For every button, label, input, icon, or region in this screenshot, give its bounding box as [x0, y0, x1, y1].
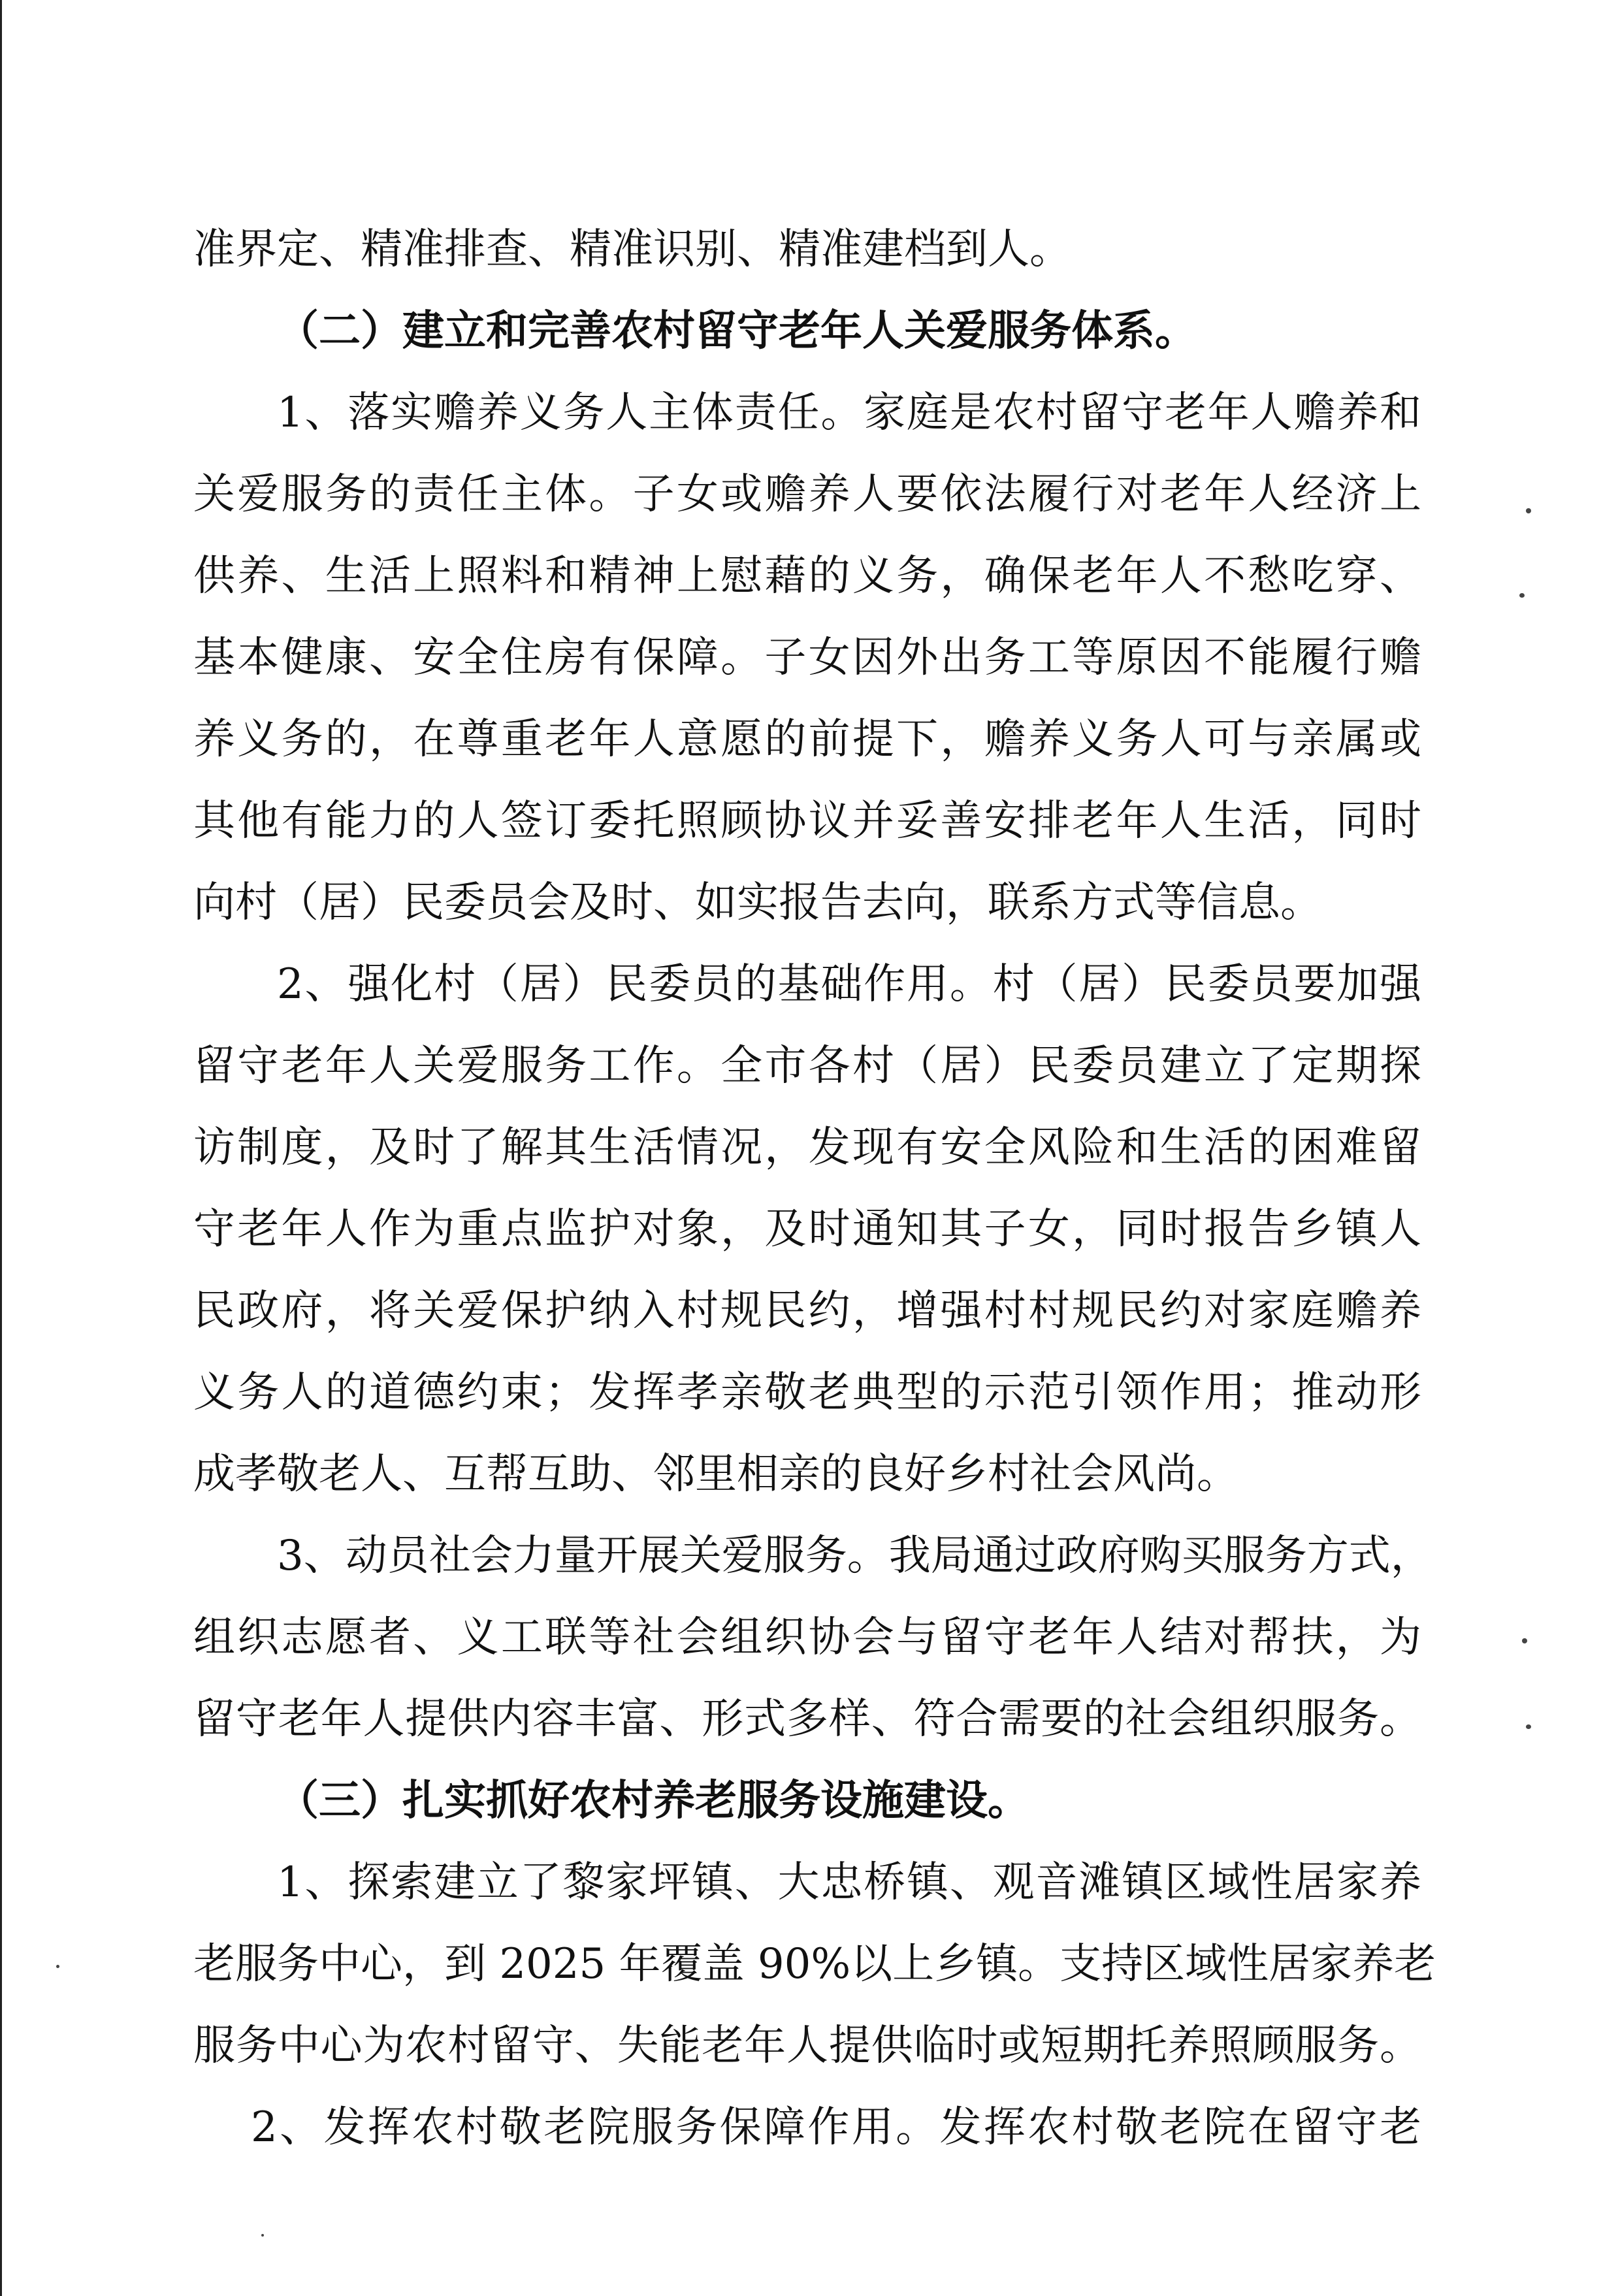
scan-speck: [56, 1965, 59, 1968]
document-body: [193, 209, 1436, 2169]
paragraph-line: 民政府，将关爱保护纳入村规民约，增强村村规民约对家庭赡养: [193, 1287, 1421, 1335]
paragraph-line: 基本健康、安全住房有保障。子女因外出务工等原因不能履行赡: [193, 634, 1421, 682]
paragraph-line: 其他有能力的人签订委托照顾协议并妥善安排老年人生活，同时: [193, 797, 1421, 845]
paragraph-line: 3、动员社会力量开展关爱服务。我局通过政府购买服务方式，: [277, 1532, 1432, 1580]
paragraph-line: 1、探索建立了黎家坪镇、大忠桥镇、观音滩镇区域性居家养: [277, 1858, 1421, 1907]
paragraph-line: 成孝敬老人、互帮互助、邻里相亲的良好乡村社会风尚。: [193, 1450, 1238, 1498]
paragraph-line: 2、强化村（居）民委员的基础作用。村（居）民委员要加强: [277, 960, 1421, 1009]
paragraph-line: 访制度，及时了解其生活情况，发现有安全风险和生活的困难留: [193, 1124, 1421, 1172]
scan-speck: [1526, 1724, 1531, 1729]
paragraph-line: 向村（居）民委员会及时、如实报告去向，联系方式等信息。: [193, 879, 1322, 927]
paragraph-line: 准界定、精准排查、精准识别、精准建档到人。: [193, 225, 1071, 274]
paragraph-line: 养义务的，在尊重老年人意愿的前提下，赡养义务人可与亲属或: [193, 715, 1421, 764]
scan-edge-line: [0, 0, 2, 2296]
paragraph-line: 守老年人作为重点监护对象，及时通知其子女，同时报告乡镇人: [193, 1205, 1421, 1253]
paragraph-line: 关爱服务的责任主体。子女或赡养人要依法履行对老年人经济上: [193, 470, 1421, 519]
paragraph-line: 老服务中心，到 2025 年覆盖 90%以上乡镇。支持区域性居家养老: [193, 1940, 1436, 1988]
paragraph-line: 义务人的道德约束；发挥孝亲敬老典型的示范引领作用；推动形: [193, 1368, 1421, 1417]
paragraph-line: 1、落实赡养义务人主体责任。家庭是农村留守老年人赡养和: [277, 389, 1421, 437]
scan-speck: [1519, 593, 1525, 598]
scan-speck: [1522, 1638, 1527, 1643]
scan-speck: [261, 2234, 264, 2237]
section-heading: （二）建立和完善农村留守老年人关爱服务体系。: [277, 307, 1197, 355]
section-heading: （三）扎实抓好农村养老服务设施建设。: [277, 1777, 1029, 1825]
scan-speck: [1526, 508, 1531, 513]
paragraph-line: 2、发挥农村敬老院服务保障作用。发挥农村敬老院在留守老: [251, 2103, 1421, 2152]
paragraph-line: 组织志愿者、义工联等社会组织协会与留守老年人结对帮扶，为: [193, 1613, 1421, 1662]
paragraph-line: 服务中心为农村留守、失能老年人提供临时或短期托养照顾服务。: [193, 2022, 1421, 2070]
paragraph-line: 留守老年人关爱服务工作。全市各村（居）民委员建立了定期探: [193, 1042, 1421, 1090]
paragraph-line: 供养、生活上照料和精神上慰藉的义务，确保老年人不愁吃穿、: [193, 552, 1421, 600]
paragraph-line: 留守老年人提供内容丰富、形式多样、符合需要的社会组织服务。: [193, 1695, 1421, 1743]
